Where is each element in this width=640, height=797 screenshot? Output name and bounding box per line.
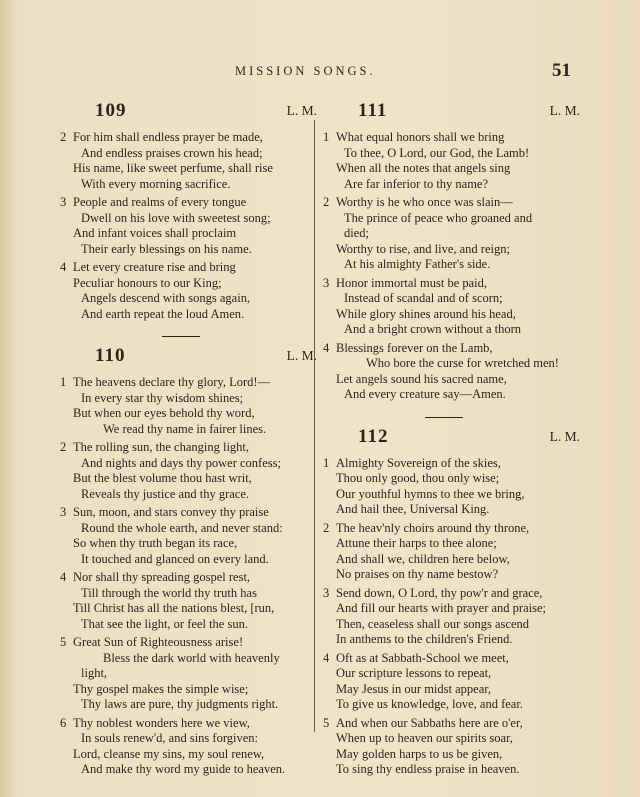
stanza [318, 195, 590, 273]
stanza [318, 130, 590, 192]
stanza [318, 456, 590, 518]
hymn-divider [162, 336, 200, 337]
stanza [55, 260, 330, 322]
verse-line: No praises on thy name bestow? [336, 567, 499, 581]
stanza [55, 635, 330, 713]
verse-line: Lord, cleanse my sins, my soul renew, [73, 746, 265, 761]
stanza-number: 1 [323, 455, 330, 470]
stanza-number: 2 [60, 130, 67, 144]
verse-line: People and realms of every tongue [73, 195, 247, 209]
hymn-meter: L. M. [286, 348, 317, 363]
stanza-number: 4 [323, 340, 330, 355]
hymn-meter: L. M. [286, 103, 317, 118]
verse-line: And nights and days thy power confess; [81, 455, 281, 470]
stanza [318, 651, 590, 713]
hymn-number: 112 [358, 425, 389, 447]
stanza [55, 130, 330, 192]
hymn-meter: L. M. [549, 103, 580, 118]
verse-line: died; [344, 226, 369, 240]
hymn-number: 110 [95, 345, 126, 366]
hymn-heading [318, 100, 590, 124]
verse-line: But when our eyes behold thy word, [73, 406, 255, 420]
verse-line: When all the notes that angels sing [336, 161, 511, 175]
stanza-number: 4 [60, 570, 67, 584]
hymn-heading [55, 345, 327, 369]
verse-line: And earth repeat the loud Amen. [81, 306, 245, 321]
verse-line: And make thy word my guide to heaven. [81, 762, 286, 776]
verse-line: Nor shall thy spreading gospel rest, [73, 570, 251, 584]
verse-line: The heavens declare thy glory, Lord!— [73, 375, 271, 389]
hymn [55, 100, 330, 322]
verse-line: To give us knowledge, love, and fear. [336, 697, 523, 711]
verse-line: May Jesus in our midst appear, [336, 681, 492, 696]
hymn-meter: L. M. [549, 428, 580, 444]
verse-line: Let angels sound his sacred name, [336, 371, 507, 386]
running-head: MISSION SONGS. [235, 64, 376, 78]
verse-line: Reveals thy justice and thy grace. [81, 486, 249, 501]
hymn-heading [55, 100, 327, 124]
verse-line: Their early blessings on his name. [81, 241, 252, 256]
verse-line: And hail thee, Universal King. [336, 502, 490, 516]
verse-line: Our scripture lessons to repeat, [336, 666, 492, 680]
verse-line: So when thy truth began its race, [73, 536, 238, 550]
verse-line: Thy noblest wonders here we view, [73, 715, 250, 730]
verse-line: Our youthful hymns to thee we bring, [336, 486, 525, 501]
stanza-number: 5 [60, 635, 67, 649]
hymn-divider [425, 417, 463, 418]
verse-line: To sing thy endless praise in heaven. [336, 762, 520, 776]
stanza-number: 1 [60, 375, 67, 389]
verse-line: Till Christ has all the nations blest, [run, [73, 601, 275, 615]
verse-line: And shall we, children here below, [336, 551, 510, 566]
verse-line: And a bright crown without a thorn [344, 322, 522, 336]
stanza [55, 195, 330, 257]
stanza [318, 586, 590, 648]
verse-line: Thy laws are pure, thy judgments right. [81, 697, 279, 711]
verse-line: In souls renew'd, and sins forgiven: [81, 731, 258, 745]
verse-line: Dwell on his love with sweetest song; [81, 210, 271, 225]
verse-line: What equal honors shall we bring [336, 130, 505, 144]
verse-line: In every star thy wisdom shines; [81, 390, 244, 405]
left-column [55, 100, 330, 784]
stanza [318, 341, 590, 403]
verse-line: The rolling sun, the changing light, [73, 440, 250, 454]
verse-line: Oft as at Sabbath-School we meet, [336, 650, 509, 665]
verse-line: light, [81, 666, 108, 680]
hymn-heading [318, 426, 590, 450]
right-column [318, 100, 590, 784]
verse-line: For him shall endless prayer be made, [73, 130, 263, 144]
verse-line: Instead of scandal and of scorn; [344, 291, 503, 305]
verse-line: Round the whole earth, and never stand: [81, 520, 283, 535]
verse-line: And infant voices shall proclaim [73, 226, 237, 240]
verse-line: We read thy name in fairer lines. [103, 421, 267, 436]
verse-line: With every morning sacrifice. [81, 176, 231, 191]
verse-line: Attune their harps to thee alone; [336, 536, 497, 550]
hymn-number: 109 [95, 100, 127, 121]
hymn-number: 111 [358, 100, 388, 121]
verse-line: Then, ceaseless shall our songs ascend [336, 616, 529, 631]
verse-line: Angels descend with songs again, [81, 291, 251, 305]
verse-line: Send down, O Lord, thy pow'r and grace, [336, 585, 543, 600]
verse-line: Blessings forever on the Lamb, [336, 340, 493, 355]
verse-line: And fill our hearts with prayer and praise; [336, 601, 547, 615]
stanza-number: 3 [60, 195, 67, 209]
stanza-number: 6 [60, 715, 67, 730]
stanza-number: 2 [323, 520, 330, 535]
verse-line: Almighty Sovereign of the skies, [336, 455, 501, 470]
verse-line: Great Sun of Righteousness arise! [73, 635, 244, 649]
verse-line: But the blest volume thou hast writ, [73, 471, 252, 485]
stanza [318, 276, 590, 338]
stanza [318, 521, 590, 583]
verse-line: And endless praises crown his head; [81, 145, 263, 160]
verse-line: In anthems to the children's Friend. [336, 632, 513, 646]
verse-line: That see the light, or feel the sun. [81, 616, 248, 631]
verse-line: Worthy is he who once was slain— [336, 195, 513, 209]
verse-line: Thy gospel makes the simple wise; [73, 681, 249, 696]
verse-line: Sun, moon, and stars convey thy praise [73, 505, 269, 519]
verse-line: Worthy to rise, and live, and reign; [336, 241, 510, 256]
stanza [55, 440, 330, 502]
verse-line: And when our Sabbaths here are o'er, [336, 715, 523, 730]
stanza [55, 505, 330, 567]
verse-line: To thee, O Lord, our God, the Lamb! [344, 145, 530, 160]
stanza-number: 4 [323, 650, 330, 665]
verse-line: Peculiar honours to our King; [73, 275, 222, 290]
verse-line: May golden harps to us be given, [336, 746, 503, 761]
verse-line: While glory shines around his head, [336, 306, 516, 321]
stanza-number: 3 [323, 585, 330, 600]
verse-line: Let every creature rise and bring [73, 260, 236, 274]
verse-line: When up to heaven our spirits soar, [336, 731, 513, 745]
stanza-number: 3 [60, 505, 67, 519]
verse-line: Who bore the curse for wretched men! [366, 356, 559, 370]
hymn [318, 426, 590, 778]
verse-line: The prince of peace who groaned and [344, 210, 533, 225]
stanza-number: 2 [323, 195, 330, 209]
stanza-number: 2 [60, 440, 67, 454]
hymn [318, 100, 590, 403]
verse-line: Till through the world thy truth has [81, 585, 257, 600]
verse-line: His name, like sweet perfume, shall rise [73, 161, 273, 175]
verse-line: Thou only good, thou only wise; [336, 471, 500, 485]
stanza [318, 716, 590, 778]
stanza-number: 4 [60, 260, 67, 274]
verse-line: And every creature say—Amen. [344, 387, 506, 401]
verse-line: The heav'nly choirs around thy throne, [336, 520, 530, 535]
stanza-number: 5 [323, 715, 330, 730]
verse-line: Honor immortal must be paid, [336, 275, 488, 290]
stanza [55, 375, 327, 437]
verse-line: Bless the dark world with heavenly [103, 650, 280, 665]
stanza [55, 715, 330, 778]
verse-line: Are far inferior to thy name? [344, 176, 489, 191]
stanza-number: 1 [323, 130, 330, 144]
verse-line: At his almighty Father's side. [344, 257, 491, 271]
hymn [55, 345, 330, 778]
stanza [55, 570, 330, 632]
verse-line: It touched and glanced on every land. [81, 551, 269, 566]
stanza-number: 3 [323, 275, 330, 290]
page-number: 51 [552, 60, 571, 81]
